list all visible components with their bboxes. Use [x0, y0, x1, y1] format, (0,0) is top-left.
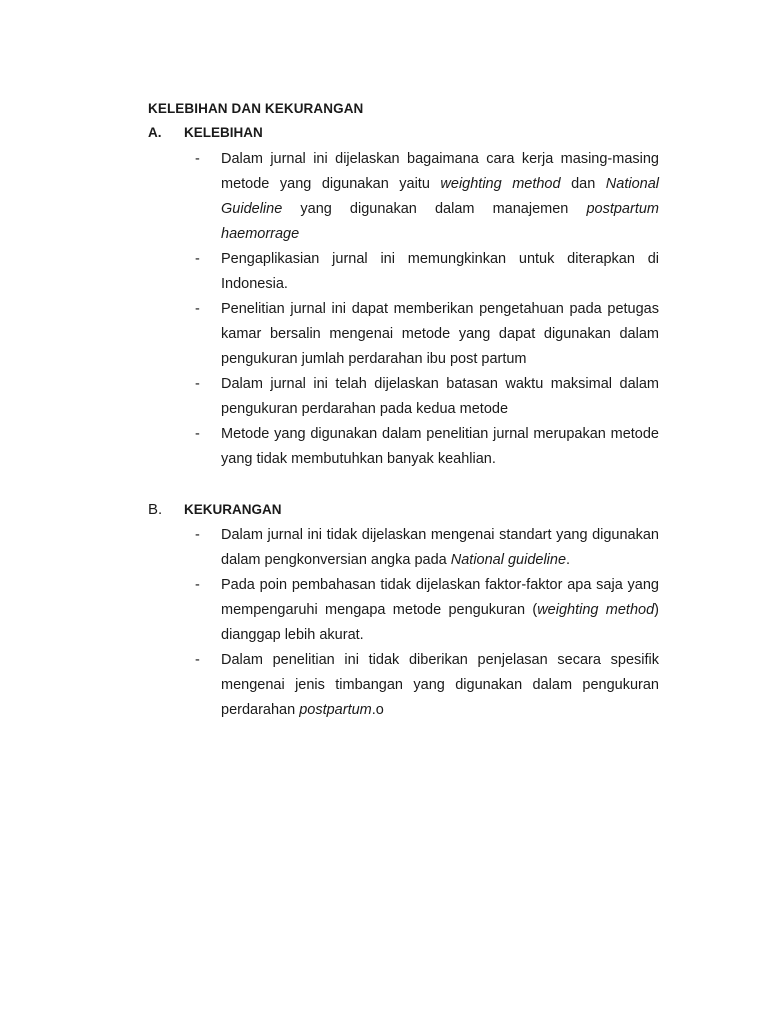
section-b-letter: B.: [148, 501, 163, 518]
dash-bullet: -: [195, 376, 200, 392]
list-item-text: Dalam jurnal ini tidak dijelaskan mengenai standart yang digunakan dalam pengkonversian angka pada National guideline.: [221, 527, 659, 568]
section-b-heading: [148, 501, 282, 518]
list-item-text: Pada poin pembahasan tidak dijelaskan faktor-faktor apa saja yang mempengaruhi mengapa metode pengukuran (weighting method) dianggap lebih akurat.: [221, 577, 659, 643]
list-item: [195, 147, 659, 247]
dash-bullet: -: [195, 527, 200, 543]
list-item: [195, 422, 659, 472]
dash-bullet: -: [195, 151, 200, 167]
list-item: [195, 573, 659, 648]
kekurangan-list: [195, 523, 659, 723]
list-item: [195, 648, 659, 723]
section-a-title: KELEBIHAN: [184, 125, 263, 140]
dash-bullet: -: [195, 251, 200, 267]
list-item: [195, 297, 659, 372]
dash-bullet: -: [195, 301, 200, 317]
list-item: [195, 247, 659, 297]
section-a-letter: A.: [148, 125, 162, 140]
dash-bullet: -: [195, 426, 200, 442]
list-item-text: Dalam jurnal ini telah dijelaskan batasan waktu maksimal dalam pengukuran perdarahan pada kedua metode: [221, 376, 659, 417]
list-item-text: Dalam penelitian ini tidak diberikan penjelasan secara spesifik mengenai jenis timbangan yang digunakan dalam pengukuran perdarahan postpartum.o: [221, 652, 659, 718]
section-a-heading: [148, 125, 263, 140]
dash-bullet: -: [195, 577, 200, 593]
dash-bullet: -: [195, 652, 200, 668]
kelebihan-list: [195, 147, 659, 472]
list-item: [195, 523, 659, 573]
list-item: [195, 372, 659, 422]
list-item-text: Penelitian jurnal ini dapat memberikan pengetahuan pada petugas kamar bersalin mengenai metode yang dapat digunakan dalam pengukuran jumlah perdarahan ibu post partum: [221, 301, 659, 367]
section-b-title: KEKURANGAN: [184, 502, 282, 517]
list-item-text: Metode yang digunakan dalam penelitian jurnal merupakan metode yang tidak membutuhkan banyak keahlian.: [221, 426, 659, 467]
document-title: KELEBIHAN DAN KEKURANGAN: [148, 101, 364, 116]
list-item-text: Pengaplikasian jurnal ini memungkinkan untuk diterapkan di Indonesia.: [221, 251, 659, 292]
list-item-text: Dalam jurnal ini dijelaskan bagaimana cara kerja masing-masing metode yang digunakan yaitu weighting method dan National Guideline yang digunakan dalam manajemen postpartum haemorrage: [221, 151, 659, 242]
